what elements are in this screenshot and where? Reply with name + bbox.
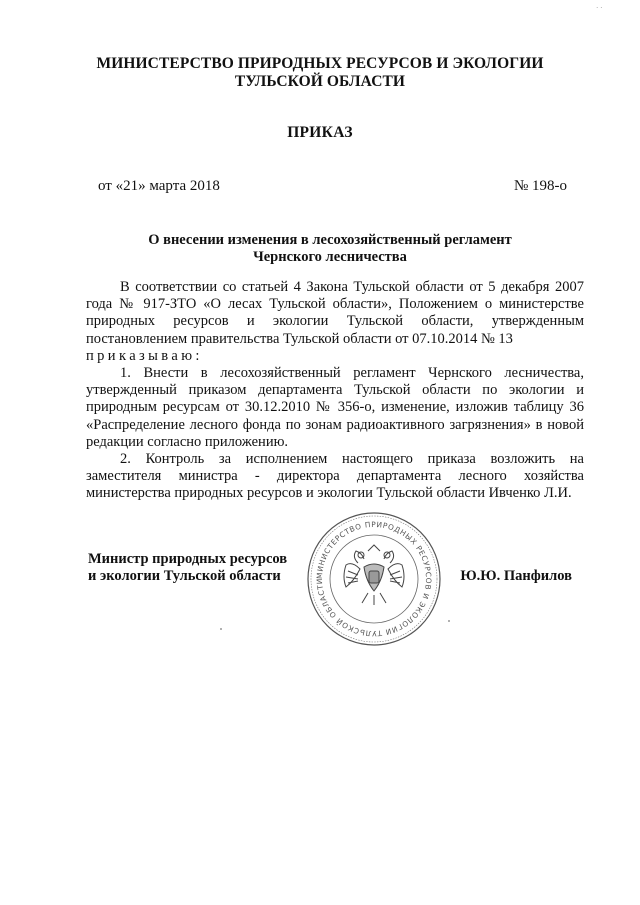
document-number: № 198-о — [513, 178, 567, 194]
document-body — [86, 279, 584, 503]
document-subject — [100, 232, 560, 266]
scan-speck — [220, 628, 222, 630]
document-date: от «21» марта 2018 — [98, 178, 220, 194]
scan-mark: · · — [596, 4, 603, 12]
subject-line-2: Чернского лесничества — [253, 249, 407, 265]
order-word: приказываю: — [86, 347, 203, 364]
ministry-header — [60, 55, 580, 91]
ministry-line-2: ТУЛЬСКОЙ ОБЛАСТИ — [234, 73, 406, 90]
official-seal — [306, 511, 442, 647]
item-2-paragraph: 2. Контроль за исполнением настоящего приказа возложить на заместителя министра - директора департамента лесного хозяйства министерства природных ресурсов и экологии Тульской области Ивченко Л.И. — [86, 451, 584, 502]
signatory-title — [88, 551, 287, 585]
ministry-line-1: МИНИСТЕРСТВО ПРИРОДНЫХ РЕСУРСОВ И ЭКОЛОГИИ — [96, 55, 544, 72]
signatory-name: Ю.Ю. Панфилов — [460, 568, 572, 584]
eagle-emblem-icon — [344, 545, 404, 605]
signatory-title-line-2: и экологии Тульской области — [88, 568, 281, 584]
signatory-title-line-1: Министр природных ресурсов — [88, 551, 288, 567]
scan-speck — [448, 620, 450, 622]
seal-text: МИНИСТЕРСТВО ПРИРОДНЫХ РЕСУРСОВ И ЭКОЛОГИИ ТУЛЬСКОЙ ОБЛАСТИ — [314, 519, 434, 639]
document-type: ПРИКАЗ — [287, 124, 353, 141]
subject-line-1: О внесении изменения в лесохозяйственный регламент — [148, 232, 512, 248]
item-1-paragraph: 1. Внести в лесохозяйственный регламент Чернского лесничества, утвержденный приказом департамента Тульской области по экологии и природным ресурсам от 30.12.2010 № 356-о, изменение, изложив таблицу 36 «Распределение лесного фонда по зонам радиоактивного загрязнения» в новой редакции согласно приложению. — [86, 365, 584, 450]
intro-paragraph: В соответствии со статьей 4 Закона Тульской области от 5 декабря 2007 года № 917-ЗТО «О лесах Тульской области», Положением о министерстве природных ресурсов и экологии Тульской области, утвержденным постановлением правительства Тульской области от 07.10.2014 № 13 — [86, 279, 584, 347]
